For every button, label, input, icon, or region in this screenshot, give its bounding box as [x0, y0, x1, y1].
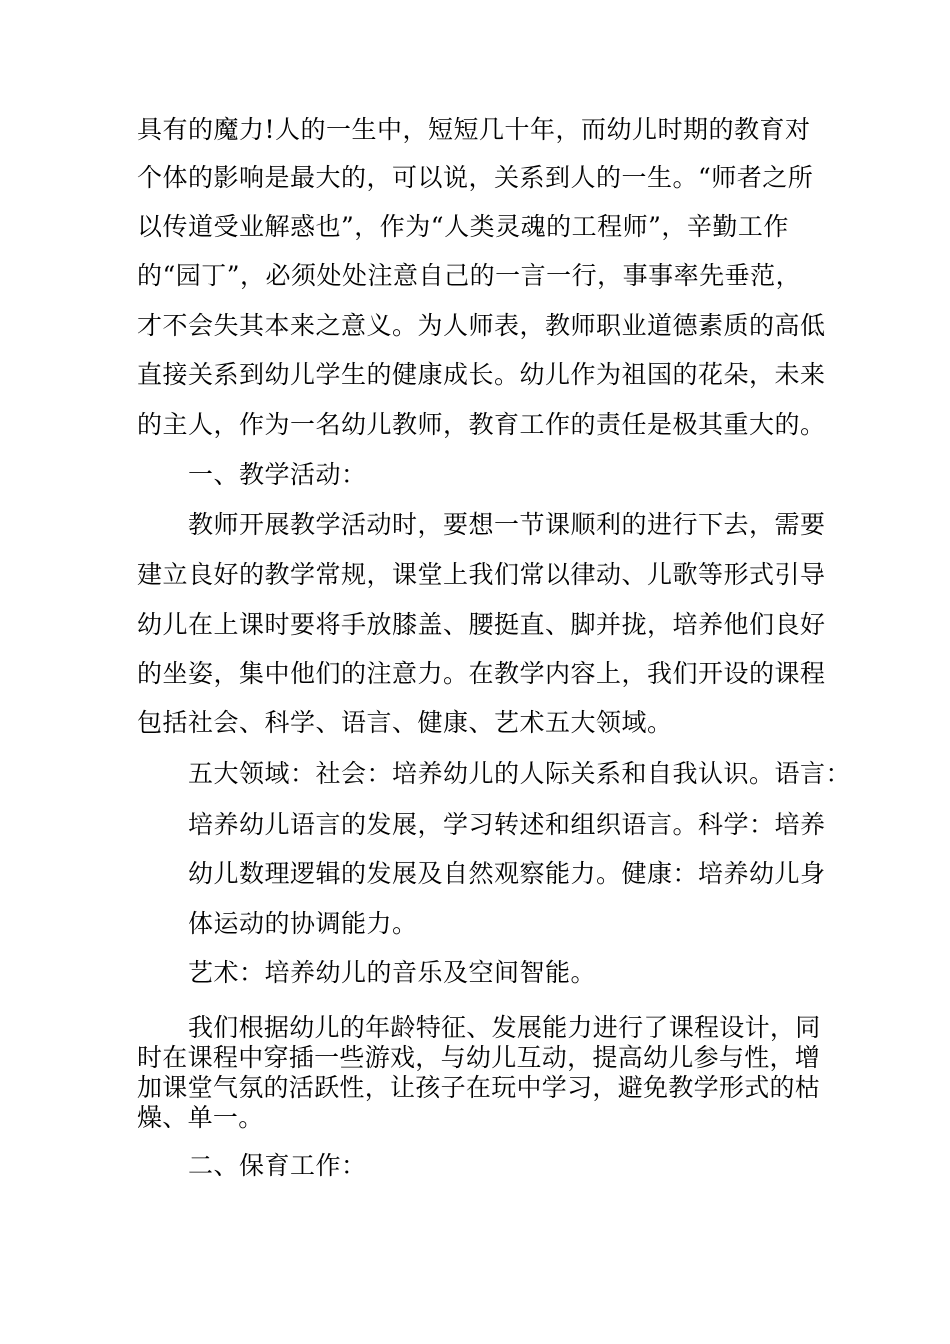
paragraph-1-line-3: 以传道受业解惑也”，作为“人类灵魂的工程师”，辛勤工作	[137, 212, 789, 241]
paragraph-4: 艺术：培养幼儿的音乐及空间智能。	[188, 958, 597, 987]
paragraph-1-line-2: 个体的影响是最大的，可以说，关系到人的一生。“师者之所	[137, 163, 814, 192]
paragraph-3-line-4: 体运动的协调能力。	[188, 909, 418, 938]
paragraph-5-line-1: 我们根据幼儿的年龄特征、发展能力进行了课程设计，同	[188, 1013, 821, 1042]
paragraph-1-line-6: 直接关系到幼儿学生的健康成长。幼儿作为祖国的花朵，未来	[137, 360, 826, 389]
paragraph-2-line-3: 幼儿在上课时要将手放膝盖、腰挺直、脚并拢，培养他们良好	[137, 610, 826, 639]
paragraph-2-line-5: 包括社会、科学、语言、健康、艺术五大领域。	[137, 708, 673, 737]
paragraph-5-line-2: 时在课程中穿插一些游戏，与幼儿互动，提高幼儿参与性，增	[137, 1043, 821, 1072]
paragraph-3-line-2: 培养幼儿语言的发展，学习转述和组织语言。科学：培养	[188, 810, 826, 839]
paragraph-3-line-3: 幼儿数理逻辑的发展及自然观察能力。健康：培养幼儿身	[188, 859, 826, 888]
paragraph-2-line-2: 建立良好的教学常规，课堂上我们常以律动、儿歌等形式引导	[137, 560, 826, 589]
section-heading-teaching: 一、教学活动：	[188, 460, 367, 489]
paragraph-5-line-4: 燥、单一。	[137, 1103, 264, 1132]
paragraph-1-line-5: 才不会失其本来之意义。为人师表，教师职业道德素质的高低	[137, 311, 826, 340]
paragraph-5-line-3: 加课堂气氛的活跃性，让孩子在玩中学习，避免教学形式的枯	[137, 1073, 821, 1102]
paragraph-1-line-1: 具有的魔力!人的一生中，短短几十年，而幼儿时期的教育对	[137, 115, 811, 144]
paragraph-2-line-1: 教师开展教学活动时，要想一节课顺利的进行下去，需要	[188, 510, 826, 539]
paragraph-2-line-4: 的坐姿，集中他们的注意力。在教学内容上，我们开设的课程	[137, 659, 826, 688]
paragraph-3-line-1: 五大领域：社会：培养幼儿的人际关系和自我认识。语言：	[188, 759, 852, 788]
section-heading-care: 二、保育工作：	[188, 1151, 367, 1180]
paragraph-1-line-7: 的主人，作为一名幼儿教师，教育工作的责任是极其重大的。	[137, 410, 826, 439]
paragraph-1-line-4: 的“园丁”，必须处处注意自己的一言一行，事事率先垂范，	[137, 261, 802, 290]
